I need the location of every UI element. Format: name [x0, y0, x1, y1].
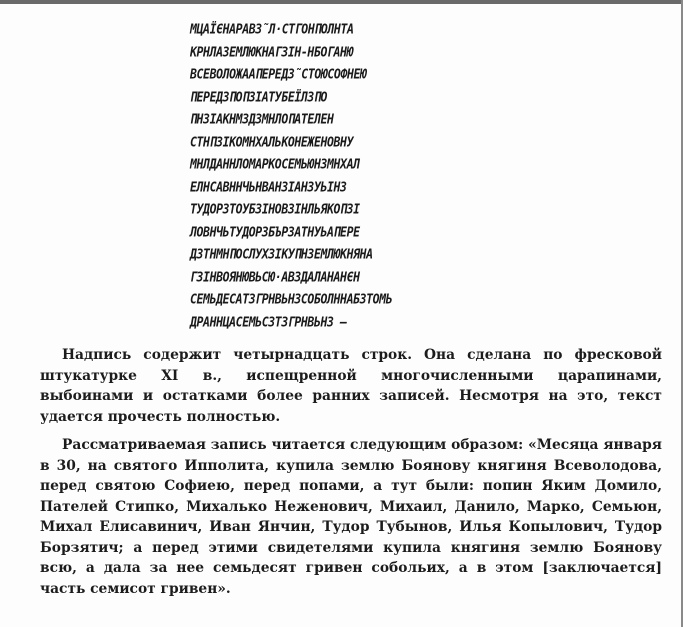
inscription-facsimile [190, 18, 520, 333]
inscription-line: ПНЗІАКНМЗДЗМНЛОПАТЕЛЕН [190, 110, 334, 128]
transcription-paragraph [40, 435, 662, 599]
top-border [0, 0, 683, 4]
inscription-line: ДРАННЦАСЕМЬСЗТЗГРНВЬНЗ — [190, 313, 347, 330]
inscription-line: ТУДОРЗТОУБЗІНОВЗІНЛЬЯКОПЗІ [190, 200, 360, 218]
inscription-line: МНЛДАННЛОМАРКОСЕМЬЮНЗМНХАЛ [190, 155, 360, 173]
inscription-line: ЛОВНЧЬТУДОРЗБЪРЗАТНУЬАПЕРЕ [190, 223, 360, 240]
inscription-line: ГЗІНВОЯНЮВЬСЮ·АВЗДАЛАНАНЄН [190, 268, 360, 285]
inscription-line: ВСЕВОЛОЖААПЕРЕДЗ̃СТОЮСОФНЕЮ [190, 65, 367, 83]
paragraph-text: Надпись содержит четырнадцать строк. Она сделана по фресковой штукатурке XI в., испещренной многочисленными царапинами, выбоинами и остатками более ранних записей. Несмотря на это, текст удается прочесть полностью. [40, 347, 662, 425]
paragraph-text: Рассматриваемая запись читается следующим образом: «Месяца января в 30, на святого Ипполита, купила землю Боянову княгиня Всеволодова, перед святою Софиею, перед попами, а тут были: попин Яким Домило, Пателей Стипко, Михалько Неженович, Михаил, Данило, Марко, Семьюн, Михал Елисавинич, Иван Янчин, Тудор Тубынов, Илья Копылович, Тудор Борзятич; а перед этими свидетелями купила княгиня землю Боянову всю, а дала за нее семьдесят гривен собольих, а в этом [заключается] часть семисот гривен». [40, 437, 662, 597]
description-paragraph [40, 345, 662, 427]
inscription-line: МЦАЇЄНАРАВЗ̃Л·СТГОНПОЛНТА [190, 20, 354, 38]
inscription-line: ДЗТНМНПОСЛУХЗІКУПНЗЕМЛЮКНЯНА [190, 245, 373, 263]
inscription-line: КРНЛАЗЕМЛЮКНАГЗІН-НБОГАНЮ [190, 43, 354, 60]
inscription-line: ЕЛНСАВННЧЬНВАНЗІАНЗУЬІНЗ [190, 178, 347, 195]
inscription-line: СЕМЬДЕСАТЗГРНВЬНЗСОБОЛННАБЗТОМЬ [190, 290, 393, 308]
inscription-line: СТНПЗІКОМНХАЛЬКОНЕЖЕНОВНУ [190, 133, 354, 150]
inscription-line: ПЕРЕДЗПОПЗІАТУБЕЇЛЗПО [190, 88, 327, 105]
